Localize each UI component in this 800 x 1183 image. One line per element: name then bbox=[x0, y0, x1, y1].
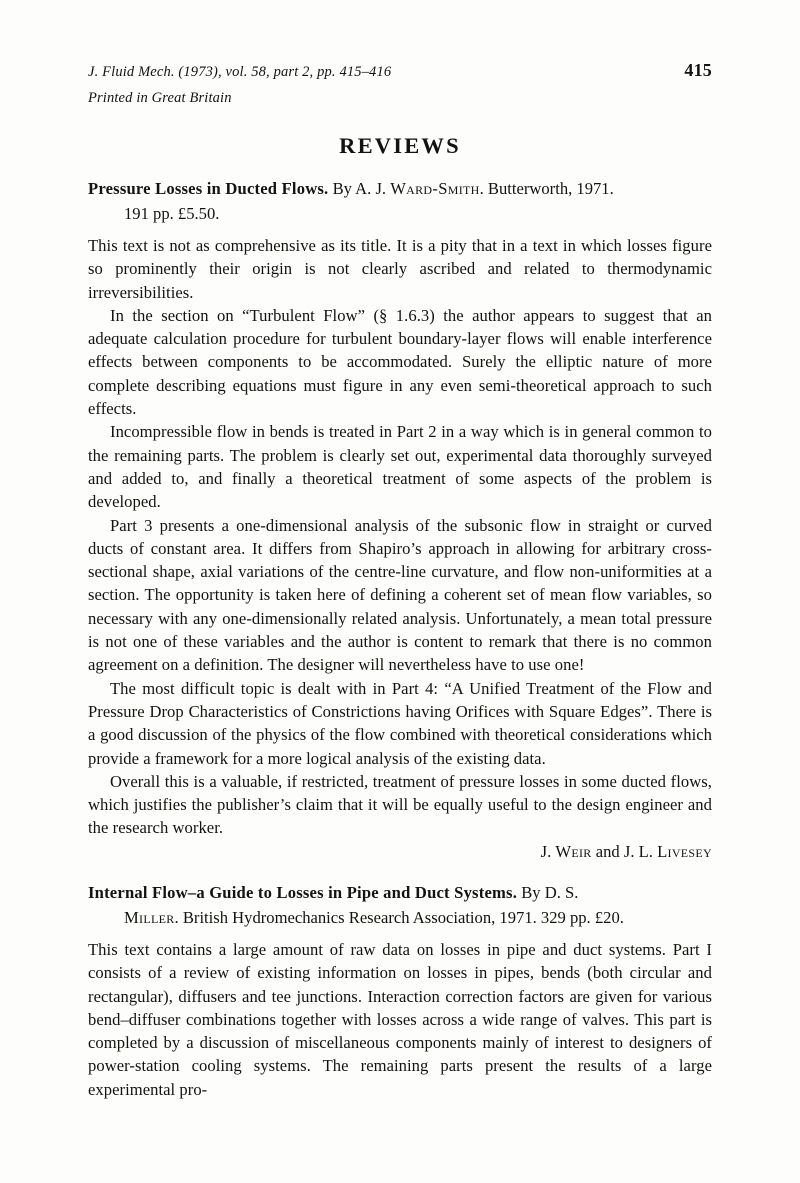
running-head bbox=[88, 60, 712, 107]
pagination-price: 191 pp. £5.50. bbox=[124, 204, 220, 223]
printed-in-notice: Printed in Great Britain bbox=[88, 90, 232, 106]
author-name: Ward-Smith bbox=[390, 179, 480, 198]
paragraph: Part 3 presents a one-dimensional analysis of the subsonic flow in straight or curved ducts of constant area. It differs from Shapiro’s approach in allowing for arbitrary cross-sectional shape, axial variations of the centre-line curvature, and flow non-uniformities at a section. The opportunity is taken here of defining a coherent set of mean flow variables, so necessary with any one-dimensionally related analysis. Unfortunately, a mean total pressure is not one of these variables and the author is content to remark that there is no common agreement on a definition. The designer will nevertheless have to use one! bbox=[88, 515, 712, 675]
review-entry-2 bbox=[88, 880, 712, 1101]
review-body-2 bbox=[88, 938, 712, 1101]
publisher-info: . Butterworth, 1971. bbox=[479, 179, 614, 198]
page-title: REVIEWS bbox=[339, 133, 461, 158]
page-number: 415 bbox=[684, 60, 712, 80]
publisher-line-wrap bbox=[88, 905, 712, 930]
journal-reference: J. Fluid Mech. (1973), vol. 58, part 2, pp. 415–416 bbox=[88, 64, 392, 80]
paragraph: Overall this is a valuable, if restricted, treatment of pressure losses in some ducted flows, which justifies the publisher’s claim that it will be equally useful to the design engineer and the research worker. bbox=[88, 771, 712, 838]
signature-conjunction: and bbox=[595, 841, 620, 861]
review-body-1 bbox=[88, 234, 712, 840]
publisher-info: . British Hydromechanics Research Association, 1971. 329 pp. £20. bbox=[174, 908, 624, 927]
running-head-top-line bbox=[88, 60, 712, 81]
author-name: Miller bbox=[124, 908, 175, 927]
reviewer-initials-1: J. bbox=[540, 841, 552, 861]
paragraph: Incompressible flow in bends is treated in Part 2 in a way which is in general common to the remaining parts. The problem is clearly set out, experimental data thoroughly surveyed and added to, and finally a theoretical treatment of some aspects of the problem is developed. bbox=[88, 422, 712, 512]
review-entry-1 bbox=[88, 176, 712, 863]
reviewer-initials-2: J. L. bbox=[623, 841, 653, 861]
paragraph: This text is not as comprehensive as its title. It is a pity that in a text in which losses figure so prominently their origin is not clearly ascribed and related to thermodynamic irreversibilities. bbox=[88, 236, 712, 302]
by-label: By D. S. bbox=[521, 883, 579, 902]
paragraph: In the section on “Turbulent Flow” (§ 1.6.3) the author appears to suggest that an adequate calculation procedure for turbulent boundary-layer flows will enable interference effects between components to be accommodated. Surely the elliptic nature of more complete describing equations must figure in any even semi-theoretical approach to such effects. bbox=[88, 305, 712, 419]
by-label: By A. J. bbox=[332, 179, 387, 198]
review-heading-2 bbox=[88, 880, 712, 930]
paragraph: This text contains a large amount of raw data on losses in pipe and duct systems. Part I consists of a review of existing information on losses in pipes, bends (both circular and rectangular), diffusers and tee junctions. Interaction correction factors are given for various bend–diffuser combinations together with losses across a wide range of valves. This part is completed by a discussion of miscellaneous components mainly of interest to designers of power-station cooling systems. The remaining parts present the results of a large experimental pro- bbox=[88, 940, 712, 1099]
paragraph: The most difficult topic is dealt with in Part 4: “A Unified Treatment of the Flow and Pressure Drop Characteristics of Constrictions having Orifices with Square Edges”. There is a good discussion of the physics of the flow combined with theoretical considerations which provide a framework for a more logical analysis of the existing data. bbox=[88, 678, 712, 768]
reviewer-signature-1 bbox=[88, 840, 712, 863]
book-title: Pressure Losses in Ducted Flows. bbox=[88, 179, 329, 198]
book-title: Internal Flow–a Guide to Losses in Pipe and Duct Systems. bbox=[88, 883, 518, 902]
reviewer-name-1: Weir bbox=[555, 841, 592, 861]
reviewer-name-2: Livesey bbox=[657, 841, 712, 861]
review-heading-1 bbox=[88, 176, 712, 226]
